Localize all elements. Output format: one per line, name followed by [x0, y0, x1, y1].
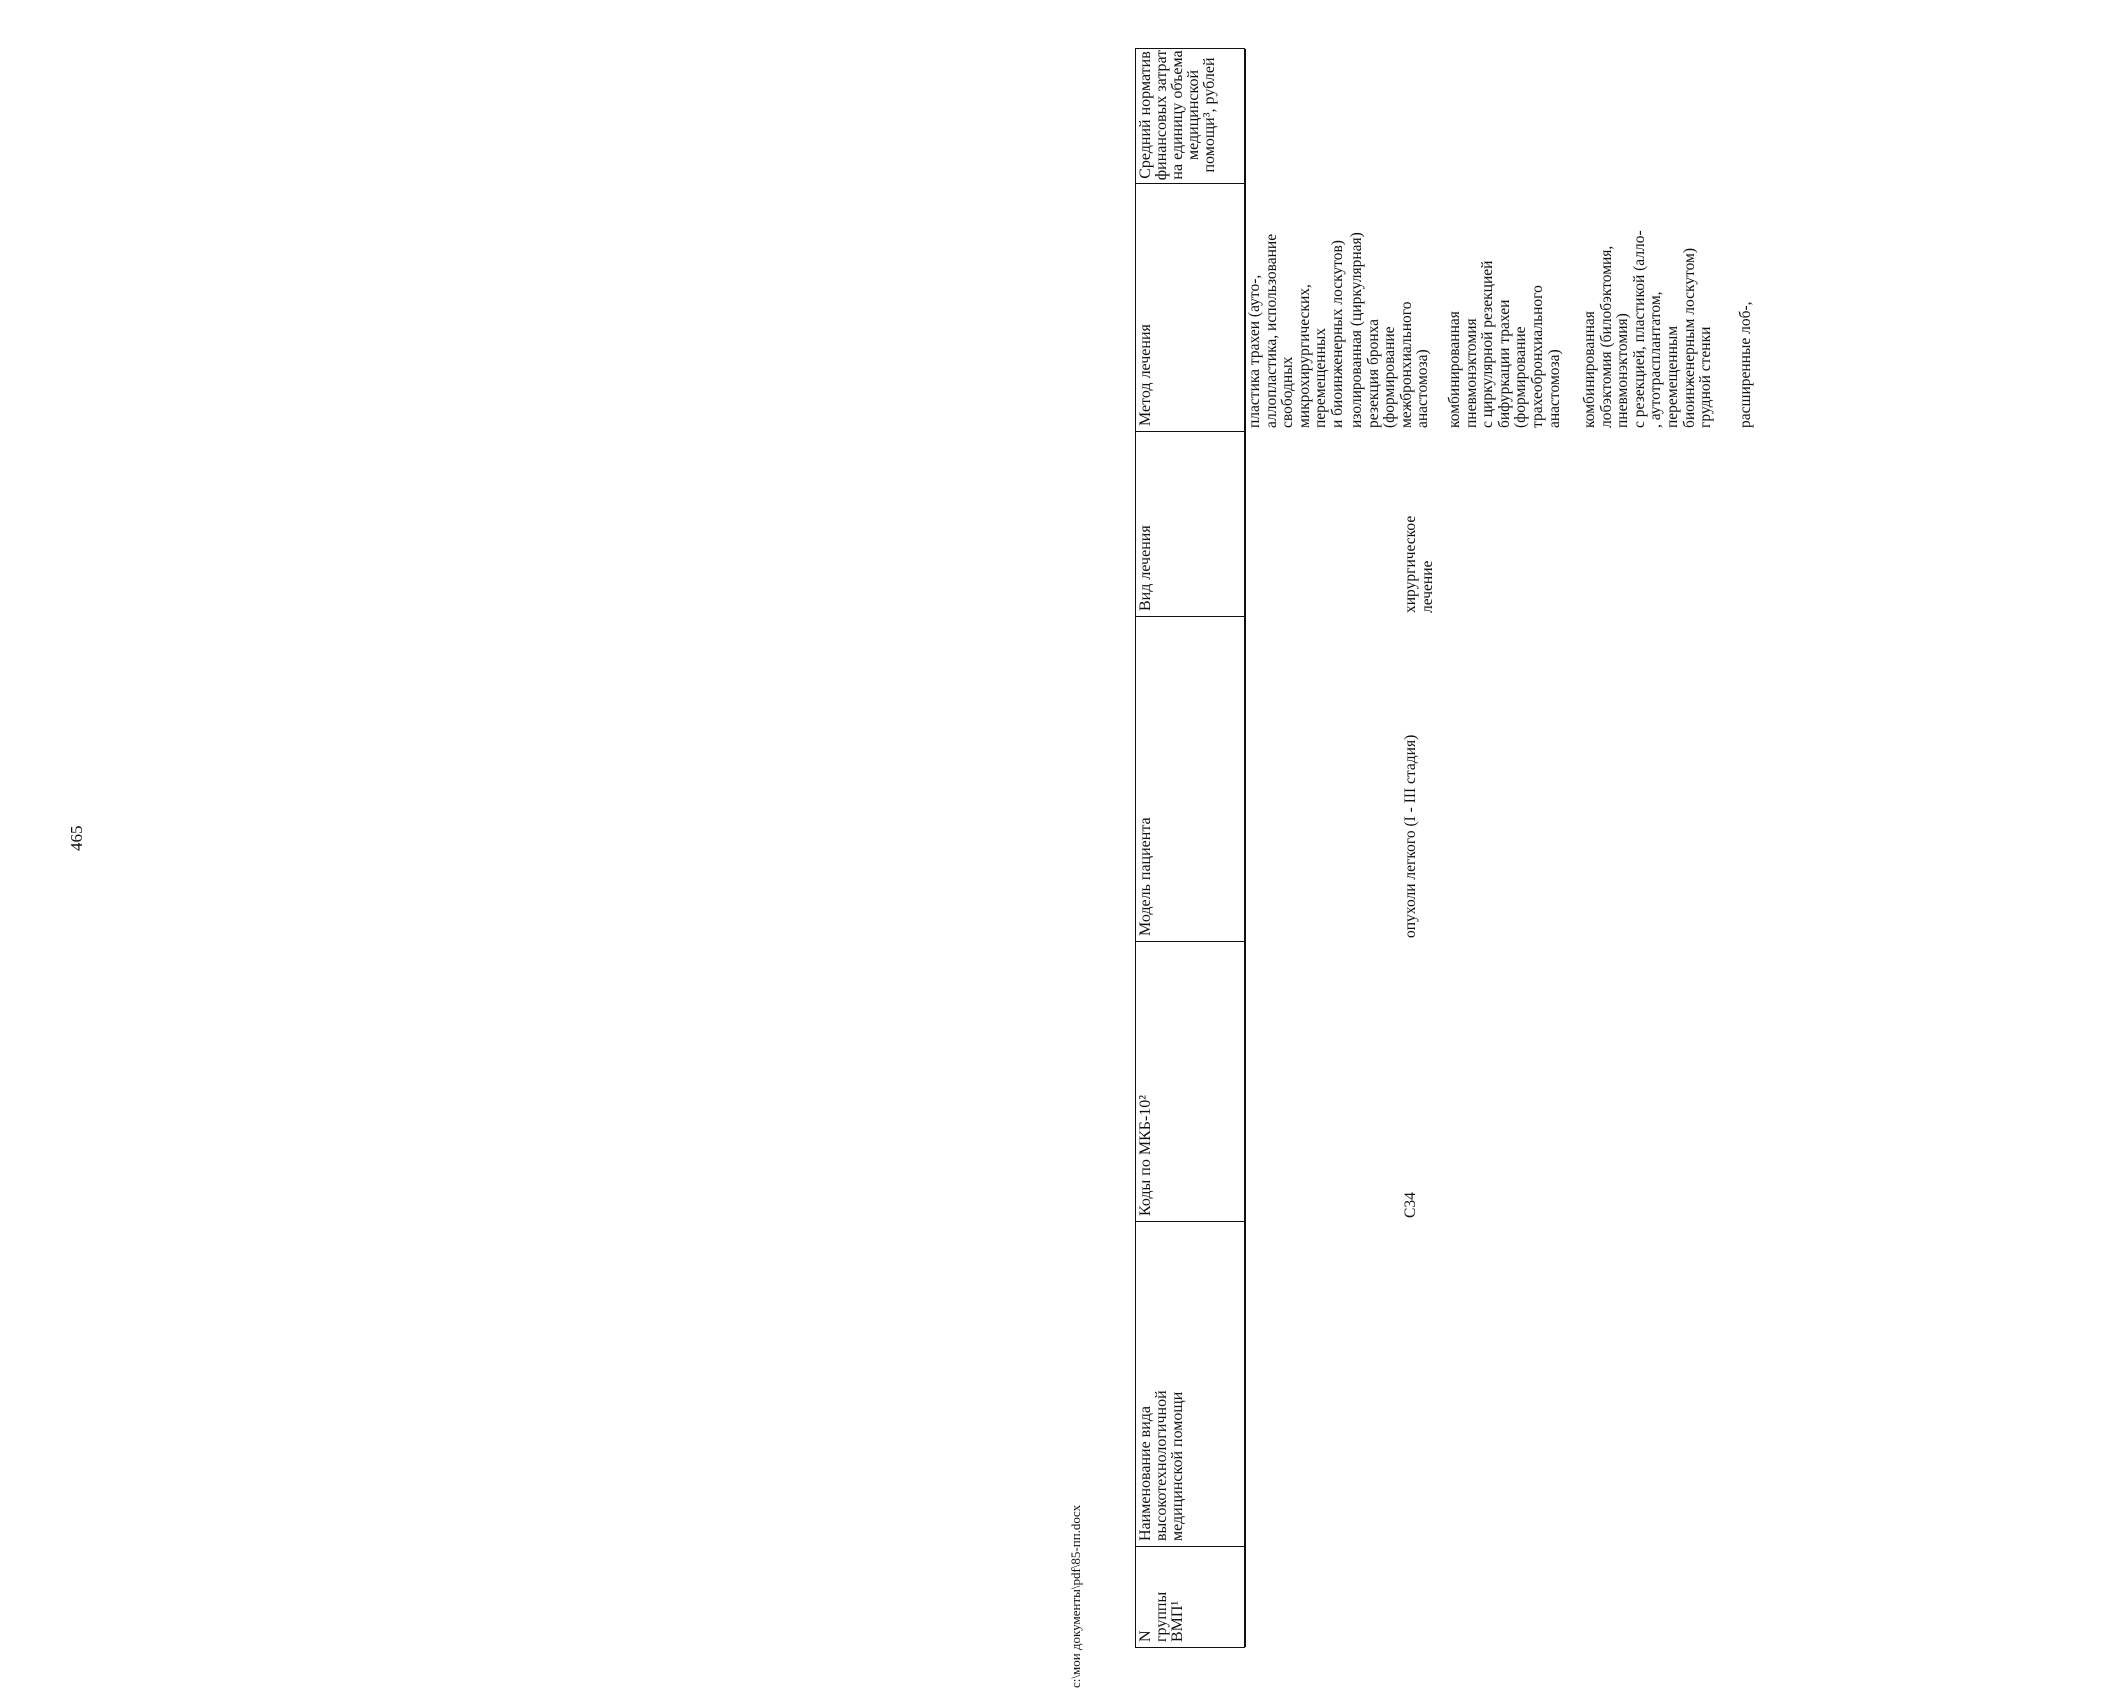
method-combined-pneumonectomy: комбинированная пневмонэктомия с циркулярной резекцией бифуркации трахеи (формирование трахеобронхиального анастомоза) — [1446, 260, 1563, 428]
header-care-type: Наименование вида высокотехнологичной медицинской помощи — [1136, 1222, 1244, 1547]
patient-model-cell: опухоли легкого (I - III стадия) — [1402, 734, 1419, 938]
footer-file-path: c:\мои документы\pdf\85-пп.docx — [1068, 1504, 1083, 1688]
header-patient-model: Модель пациента — [1136, 617, 1244, 942]
icd-code-cell: C34 — [1402, 1192, 1419, 1218]
method-combined-lobectomy: комбинированная лобэктомия (билобэктомия, пневмонэктомия) с резекцией, пластикой (алло- , аутотрасплантатом, перемещенным биоинженерным лоскутом) грудной стенки — [1581, 230, 1715, 428]
method-extended-lobectomy: расширенные лоб-, — [1737, 301, 1754, 428]
header-icd-codes: Коды по МКБ-10² — [1136, 942, 1244, 1222]
header-group-number: N группы ВМП¹ — [1137, 1591, 1186, 1642]
page-number: 465 — [67, 825, 86, 851]
header-average-cost: Средний норматив финансовых затрат на единицу объема медицинской помощи³, рублей — [1136, 47, 1244, 184]
table-header — [1135, 48, 1245, 1648]
header-treatment-type: Вид лечения — [1136, 432, 1244, 617]
method-bronchus-resection: изолированная (циркулярная) резекция бронха (формирование межбронхиального анастомоза) — [1348, 232, 1432, 428]
rotated-table-sheet — [1135, 48, 2115, 1648]
treatment-type-cell: хирургическое лечение — [1402, 515, 1436, 613]
method-tracheal-plasty: пластика трахеи (ауто-, аллопластика, использование свободных микрохирургических, перемещенных и биоинженерных лоскутов) — [1246, 233, 1346, 428]
header-treatment-method: Метод лечения — [1136, 184, 1244, 432]
